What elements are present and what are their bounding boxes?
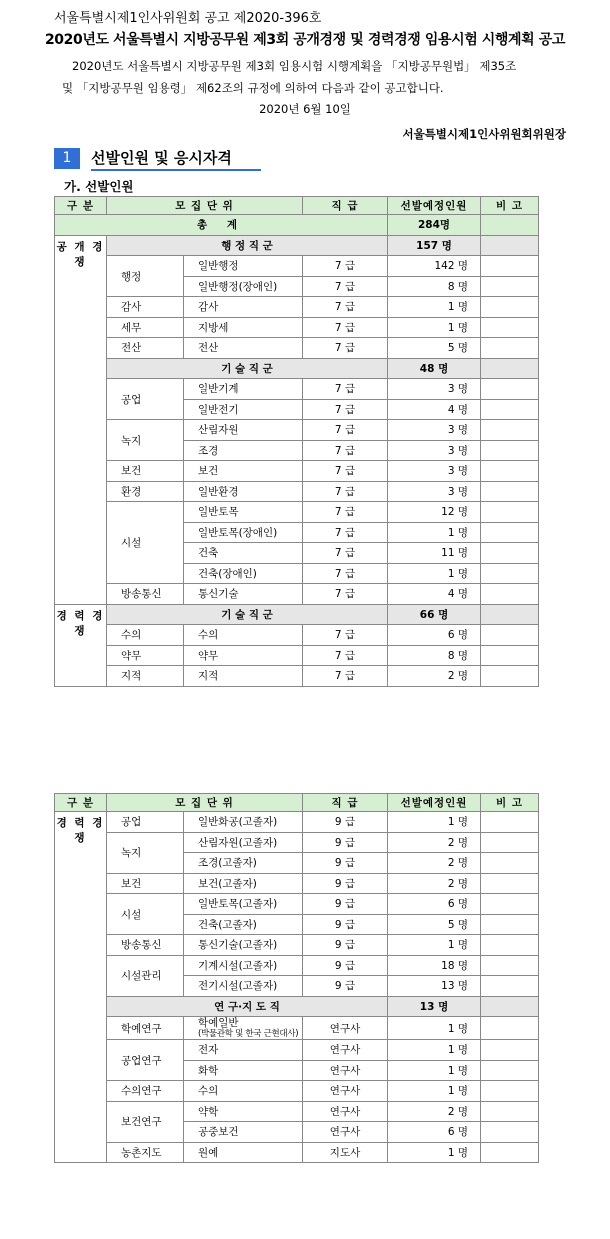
count-cell: 3 명 xyxy=(388,379,481,400)
grade-cell: 7 급 xyxy=(303,256,388,277)
remarks-cell xyxy=(481,420,539,441)
unit-cell: 보건 xyxy=(107,461,184,482)
remarks-cell xyxy=(481,522,539,543)
remarks-cell xyxy=(481,461,539,482)
remarks-cell xyxy=(481,584,539,605)
unit-cell: 방송통신 xyxy=(107,935,184,956)
unit-cell: 세무 xyxy=(107,317,184,338)
grade-cell: 7 급 xyxy=(303,666,388,687)
section-subtitle: 가. 선발인원 xyxy=(64,179,134,194)
remarks-cell xyxy=(481,563,539,584)
header-count: 선발예정인원 xyxy=(388,794,481,812)
count-cell: 5 명 xyxy=(388,914,481,935)
grade-cell: 연구사 xyxy=(303,1081,388,1102)
unit-cell: 학예연구 xyxy=(107,1017,184,1040)
count-cell: 1 명 xyxy=(388,522,481,543)
count-cell: 4 명 xyxy=(388,399,481,420)
group-count: 48 명 xyxy=(388,358,481,379)
unit-cell: 녹지 xyxy=(107,832,184,873)
count-cell: 3 명 xyxy=(388,461,481,482)
count-cell: 8 명 xyxy=(388,276,481,297)
remarks-cell xyxy=(481,297,539,318)
remarks-cell xyxy=(481,440,539,461)
sub-unit-cell: 일반토목(장애인) xyxy=(184,522,303,543)
count-cell: 5 명 xyxy=(388,338,481,359)
sub-unit-cell: 일반행정(장애인) xyxy=(184,276,303,297)
group-row xyxy=(55,996,539,1017)
count-cell: 6 명 xyxy=(388,1122,481,1143)
unit-cell: 보건 xyxy=(107,873,184,894)
grade-cell: 7 급 xyxy=(303,543,388,564)
grade-cell: 연구사 xyxy=(303,1040,388,1061)
sub-unit-cell: 공중보건 xyxy=(184,1122,303,1143)
remarks-cell xyxy=(481,1101,539,1122)
header-unit: 모 집 단 위 xyxy=(107,197,303,215)
notice-date: 2020년 6월 10일 xyxy=(259,102,351,116)
unit-cell: 공업 xyxy=(107,379,184,420)
sub-unit-cell: 일반토목 xyxy=(184,502,303,523)
sub-unit-note: (박물관학 및 한국 근현대사) xyxy=(198,1029,299,1039)
unit-cell: 시설 xyxy=(107,894,184,935)
sub-unit-cell: 원예 xyxy=(184,1142,303,1163)
remarks-cell xyxy=(481,1081,539,1102)
sub-unit-cell: 일반기계 xyxy=(184,379,303,400)
sub-unit-cell: 전기시설(고졸자) xyxy=(184,976,303,997)
remarks-cell xyxy=(481,256,539,277)
header-remarks: 비 고 xyxy=(481,197,539,215)
grade-cell: 7 급 xyxy=(303,276,388,297)
unit-cell: 수의 xyxy=(107,625,184,646)
sub-unit-cell: 건축 xyxy=(184,543,303,564)
table-row xyxy=(55,832,539,853)
grade-cell: 7 급 xyxy=(303,645,388,666)
sub-unit-cell: 전자 xyxy=(184,1040,303,1061)
remarks-cell xyxy=(481,481,539,502)
remarks-cell xyxy=(481,832,539,853)
total-row xyxy=(55,215,539,236)
remarks-cell xyxy=(481,666,539,687)
sub-unit-cell: 수의 xyxy=(184,625,303,646)
group-remarks xyxy=(481,358,539,379)
sub-unit-cell: 건축(장애인) xyxy=(184,563,303,584)
remarks-cell xyxy=(481,1040,539,1061)
group-count: 66 명 xyxy=(388,604,481,625)
remarks-cell xyxy=(481,317,539,338)
table-row xyxy=(55,625,539,646)
count-cell: 2 명 xyxy=(388,1101,481,1122)
count-cell: 2 명 xyxy=(388,873,481,894)
table-row xyxy=(55,935,539,956)
unit-cell: 시설 xyxy=(107,502,184,584)
remarks-cell xyxy=(481,276,539,297)
remarks-cell xyxy=(481,894,539,915)
remarks-cell xyxy=(481,914,539,935)
sub-unit-cell: 일반전기 xyxy=(184,399,303,420)
count-cell: 1 명 xyxy=(388,297,481,318)
grade-cell: 7 급 xyxy=(303,440,388,461)
sub-unit-cell: 지방세 xyxy=(184,317,303,338)
grade-cell: 9 급 xyxy=(303,873,388,894)
unit-cell: 보건연구 xyxy=(107,1101,184,1142)
grade-cell: 7 급 xyxy=(303,297,388,318)
unit-cell: 감사 xyxy=(107,297,184,318)
header-grade: 직 급 xyxy=(303,794,388,812)
grade-cell: 7 급 xyxy=(303,399,388,420)
grade-cell: 7 급 xyxy=(303,317,388,338)
grade-cell: 7 급 xyxy=(303,420,388,441)
sub-unit-cell: 약무 xyxy=(184,645,303,666)
sub-unit-cell: 화학 xyxy=(184,1060,303,1081)
unit-cell: 약무 xyxy=(107,645,184,666)
group-remarks xyxy=(481,604,539,625)
remarks-cell xyxy=(481,1060,539,1081)
grade-cell: 9 급 xyxy=(303,832,388,853)
group-count: 13 명 xyxy=(388,996,481,1017)
sub-unit-cell xyxy=(184,1017,303,1040)
grade-cell: 연구사 xyxy=(303,1122,388,1143)
sub-unit-cell: 지적 xyxy=(184,666,303,687)
total-label: 총 계 xyxy=(55,215,388,236)
grade-cell: 9 급 xyxy=(303,812,388,833)
count-cell: 1 명 xyxy=(388,1017,481,1040)
sub-unit-cell: 일반환경 xyxy=(184,481,303,502)
grade-cell: 연구사 xyxy=(303,1017,388,1040)
remarks-cell xyxy=(481,935,539,956)
category-career-competition: 경 력 경 쟁 xyxy=(55,604,107,686)
table-row xyxy=(55,420,539,441)
table-row xyxy=(55,379,539,400)
sub-unit-cell: 산림자원 xyxy=(184,420,303,441)
grade-cell: 9 급 xyxy=(303,935,388,956)
remarks-cell xyxy=(481,625,539,646)
table-row xyxy=(55,1142,539,1163)
grade-cell: 9 급 xyxy=(303,853,388,874)
sub-unit-cell: 통신기술(고졸자) xyxy=(184,935,303,956)
grade-cell: 9 급 xyxy=(303,914,388,935)
count-cell: 1 명 xyxy=(388,812,481,833)
group-label: 연 구·지 도 직 xyxy=(107,996,388,1017)
grade-cell: 연구사 xyxy=(303,1101,388,1122)
count-cell: 18 명 xyxy=(388,955,481,976)
count-cell: 8 명 xyxy=(388,645,481,666)
table-row xyxy=(55,297,539,318)
table-row xyxy=(55,584,539,605)
count-cell: 1 명 xyxy=(388,1060,481,1081)
unit-cell: 시설관리 xyxy=(107,955,184,996)
count-cell: 3 명 xyxy=(388,440,481,461)
grade-cell: 7 급 xyxy=(303,461,388,482)
section-title: 선발인원 및 응시자격 xyxy=(91,149,232,167)
unit-cell: 지적 xyxy=(107,666,184,687)
remarks-cell xyxy=(481,853,539,874)
sub-unit-cell: 일반화공(고졸자) xyxy=(184,812,303,833)
total-count: 284명 xyxy=(388,215,481,236)
sub-unit-cell: 조경(고졸자) xyxy=(184,853,303,874)
grade-cell: 7 급 xyxy=(303,481,388,502)
unit-cell: 전산 xyxy=(107,338,184,359)
sub-unit-cell: 감사 xyxy=(184,297,303,318)
sub-unit-cell: 수의 xyxy=(184,1081,303,1102)
unit-cell: 공업 xyxy=(107,812,184,833)
count-cell: 1 명 xyxy=(388,1040,481,1061)
sub-unit-cell: 산림자원(고졸자) xyxy=(184,832,303,853)
table-row xyxy=(55,1101,539,1122)
remarks-cell xyxy=(481,1142,539,1163)
group-count: 157 명 xyxy=(388,235,481,256)
count-cell: 6 명 xyxy=(388,625,481,646)
count-cell: 1 명 xyxy=(388,935,481,956)
sub-unit-cell: 약학 xyxy=(184,1101,303,1122)
sub-unit-cell: 보건(고졸자) xyxy=(184,873,303,894)
sub-unit-name: 학예일반 xyxy=(198,1017,239,1029)
count-cell: 1 명 xyxy=(388,1142,481,1163)
count-cell: 6 명 xyxy=(388,894,481,915)
sub-unit-cell: 전산 xyxy=(184,338,303,359)
table-row xyxy=(55,645,539,666)
table-row xyxy=(55,955,539,976)
header-count: 선발예정인원 xyxy=(388,197,481,215)
table-row xyxy=(55,873,539,894)
sub-unit-cell: 통신기술 xyxy=(184,584,303,605)
group-remarks xyxy=(481,235,539,256)
table-row xyxy=(55,1081,539,1102)
sub-unit-cell: 조경 xyxy=(184,440,303,461)
notice-number: 서울특별시제1인사위원회 공고 제2020-396호 xyxy=(54,11,322,26)
unit-cell: 녹지 xyxy=(107,420,184,461)
table-row xyxy=(55,256,539,277)
remarks-cell xyxy=(481,812,539,833)
table-row xyxy=(55,338,539,359)
recruitment-table-2 xyxy=(54,793,539,1163)
table-row xyxy=(55,481,539,502)
group-row xyxy=(55,358,539,379)
notice-body-line-2: 및 「지방공무원 임용령」 제62조의 규정에 의하여 다음과 같이 공고합니다. xyxy=(62,81,444,95)
unit-cell: 농촌지도 xyxy=(107,1142,184,1163)
count-cell: 3 명 xyxy=(388,420,481,441)
grade-cell: 7 급 xyxy=(303,563,388,584)
grade-cell: 9 급 xyxy=(303,976,388,997)
unit-cell: 행정 xyxy=(107,256,184,297)
grade-cell: 지도사 xyxy=(303,1142,388,1163)
remarks-cell xyxy=(481,645,539,666)
remarks-cell xyxy=(481,502,539,523)
unit-cell: 방송통신 xyxy=(107,584,184,605)
table-row xyxy=(55,1040,539,1061)
count-cell: 2 명 xyxy=(388,853,481,874)
header-remarks: 비 고 xyxy=(481,794,539,812)
sub-unit-cell: 기계시설(고졸자) xyxy=(184,955,303,976)
remarks-cell xyxy=(481,338,539,359)
group-row xyxy=(55,235,539,256)
grade-cell: 7 급 xyxy=(303,379,388,400)
sub-unit-cell: 건축(고졸자) xyxy=(184,914,303,935)
grade-cell: 7 급 xyxy=(303,625,388,646)
sub-unit-cell: 일반토목(고졸자) xyxy=(184,894,303,915)
grade-cell: 연구사 xyxy=(303,1060,388,1081)
grade-cell: 9 급 xyxy=(303,955,388,976)
header-category: 구 분 xyxy=(55,794,107,812)
total-remarks xyxy=(481,215,539,236)
count-cell: 142 명 xyxy=(388,256,481,277)
group-label: 기 술 직 군 xyxy=(107,604,388,625)
group-label: 행 정 직 군 xyxy=(107,235,388,256)
header-grade: 직 급 xyxy=(303,197,388,215)
table-row xyxy=(55,502,539,523)
grade-cell: 7 급 xyxy=(303,338,388,359)
count-cell: 3 명 xyxy=(388,481,481,502)
remarks-cell xyxy=(481,1017,539,1040)
count-cell: 1 명 xyxy=(388,1081,481,1102)
count-cell: 1 명 xyxy=(388,563,481,584)
remarks-cell xyxy=(481,1122,539,1143)
grade-cell: 7 급 xyxy=(303,502,388,523)
count-cell: 1 명 xyxy=(388,317,481,338)
count-cell: 2 명 xyxy=(388,666,481,687)
count-cell: 2 명 xyxy=(388,832,481,853)
category-career-competition: 경 력 경 쟁 xyxy=(55,812,107,1163)
remarks-cell xyxy=(481,976,539,997)
unit-cell: 공업연구 xyxy=(107,1040,184,1081)
table-row xyxy=(55,461,539,482)
count-cell: 13 명 xyxy=(388,976,481,997)
grade-cell: 9 급 xyxy=(303,894,388,915)
remarks-cell xyxy=(481,543,539,564)
remarks-cell xyxy=(481,955,539,976)
notice-signer: 서울특별시제1인사위원회위원장 xyxy=(402,127,566,141)
sub-unit-cell: 보건 xyxy=(184,461,303,482)
category-open-competition: 공 개 경 쟁 xyxy=(55,235,107,604)
table-row xyxy=(55,317,539,338)
count-cell: 4 명 xyxy=(388,584,481,605)
remarks-cell xyxy=(481,379,539,400)
group-label: 기 술 직 군 xyxy=(107,358,388,379)
unit-cell: 수의연구 xyxy=(107,1081,184,1102)
grade-cell: 7 급 xyxy=(303,522,388,543)
section-underline xyxy=(91,169,261,171)
section-number: 1 xyxy=(54,148,80,169)
sub-unit-cell: 일반행정 xyxy=(184,256,303,277)
table-header-row xyxy=(55,794,539,812)
unit-cell: 환경 xyxy=(107,481,184,502)
notice-body-line-1: 2020년도 서울특별시 지방공무원 제3회 임용시험 시행계획을 「지방공무원법」 제35조 xyxy=(72,59,517,73)
count-cell: 11 명 xyxy=(388,543,481,564)
remarks-cell xyxy=(481,399,539,420)
grade-cell: 7 급 xyxy=(303,584,388,605)
table-row xyxy=(55,666,539,687)
group-remarks xyxy=(481,996,539,1017)
table-row xyxy=(55,894,539,915)
count-cell: 12 명 xyxy=(388,502,481,523)
recruitment-table-1 xyxy=(54,196,539,687)
notice-title: 2020년도 서울특별시 지방공무원 제3회 공개경쟁 및 경력경쟁 임용시험 시행계획 공고 xyxy=(44,32,566,48)
header-unit: 모 집 단 위 xyxy=(107,794,303,812)
table-row xyxy=(55,1017,539,1040)
table-row xyxy=(55,812,539,833)
group-row xyxy=(55,604,539,625)
header-category: 구 분 xyxy=(55,197,107,215)
table-header-row xyxy=(55,197,539,215)
remarks-cell xyxy=(481,873,539,894)
